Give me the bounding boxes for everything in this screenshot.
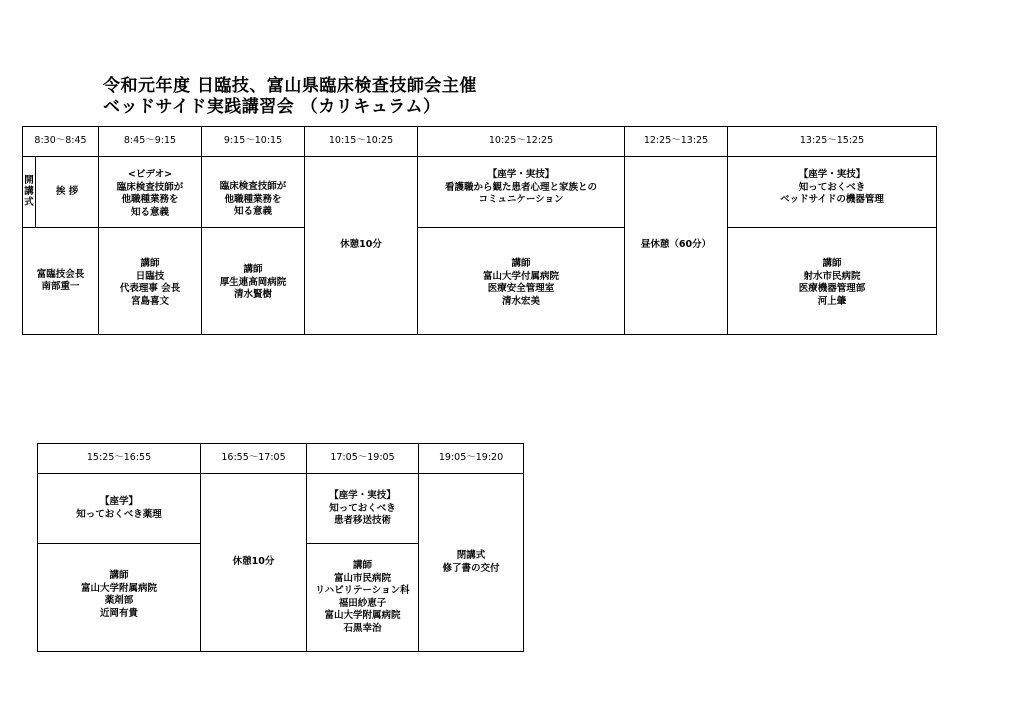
lecturer-row xyxy=(23,228,937,335)
greeting-cell xyxy=(36,157,99,228)
session-1705-topic: 【座学・実技】 知っておくべき 患者移送技術 xyxy=(307,474,419,544)
time-cell: 10:25〜12:25 xyxy=(418,127,625,157)
time-cell: 19:05〜19:20 xyxy=(419,444,524,474)
lunch-break-label: 昼休憩（60分） xyxy=(640,239,712,251)
break-label: 休憩10分 xyxy=(340,239,382,251)
session-1525-topic: 【座学】 知っておくべき薬理 xyxy=(38,474,201,544)
opening-ceremony-vertical-label: 開講式 xyxy=(24,174,34,208)
lunch-break-cell xyxy=(625,157,728,335)
document-title xyxy=(103,76,477,118)
time-cell: 16:55〜17:05 xyxy=(201,444,307,474)
time-header-row xyxy=(23,127,937,157)
time-cell: 17:05〜19:05 xyxy=(307,444,419,474)
title-line-2: ベッドサイド実践講習会 （カリキュラム） xyxy=(103,97,441,117)
break-label: 休憩10分 xyxy=(232,556,275,568)
break-1015-cell xyxy=(305,157,418,335)
session-0915-lecturer: 講師 厚生連高岡病院 清水賢樹 xyxy=(202,228,305,335)
curriculum-table-morning xyxy=(22,126,937,335)
time-cell: 12:25〜13:25 xyxy=(625,127,728,157)
time-cell: 13:25〜15:25 xyxy=(728,127,937,157)
opening-speaker-cell: 富臨技会長 南部重一 xyxy=(23,228,99,335)
video-session-lecturer: 講師 日臨技 代表理事 会長 宮島喜文 xyxy=(99,228,202,335)
closing-ceremony-cell: 閉講式 修了書の交付 xyxy=(419,474,524,652)
session-1705-lecturer: 講師 富山市民病院 リハビリテーション科 福田紗恵子 富山大学附属病院 石黒幸治 xyxy=(307,544,419,652)
video-session-topic: <ビデオ> 臨床検査技師が 他職種業務を 知る意義 xyxy=(99,157,202,228)
topic-row xyxy=(23,157,937,228)
time-cell: 8:30〜8:45 xyxy=(23,127,99,157)
session-0915-topic: 臨床検査技師が 他職種業務を 知る意義 xyxy=(202,157,305,228)
curriculum-table-afternoon xyxy=(37,443,524,652)
time-cell: 15:25〜16:55 xyxy=(38,444,201,474)
time-header-row xyxy=(38,444,524,474)
title-line-1: 令和元年度 日臨技、富山県臨床検査技師会主催 xyxy=(103,76,477,96)
time-cell: 10:15〜10:25 xyxy=(305,127,418,157)
greeting-label: 挨 拶 xyxy=(55,185,79,197)
session-1525-lecturer: 講師 富山大学附属病院 薬剤部 近岡有貴 xyxy=(38,544,201,652)
time-cell: 9:15〜10:15 xyxy=(202,127,305,157)
time-cell: 8:45〜9:15 xyxy=(99,127,202,157)
break-1655-cell xyxy=(201,474,307,652)
session-1025-topic: 【座学・実技】 看護職から観た患者心理と家族との コミュニケーション xyxy=(418,157,625,228)
session-1325-lecturer: 講師 射水市民病院 医療機器管理部 河上肇 xyxy=(728,228,937,335)
session-1025-lecturer: 講師 富山大学付属病院 医療安全管理室 清水宏美 xyxy=(418,228,625,335)
opening-ceremony-label-cell xyxy=(23,157,36,228)
session-1325-topic: 【座学・実技】 知っておくべき ベッドサイドの機器管理 xyxy=(728,157,937,228)
topic-row xyxy=(38,474,524,544)
